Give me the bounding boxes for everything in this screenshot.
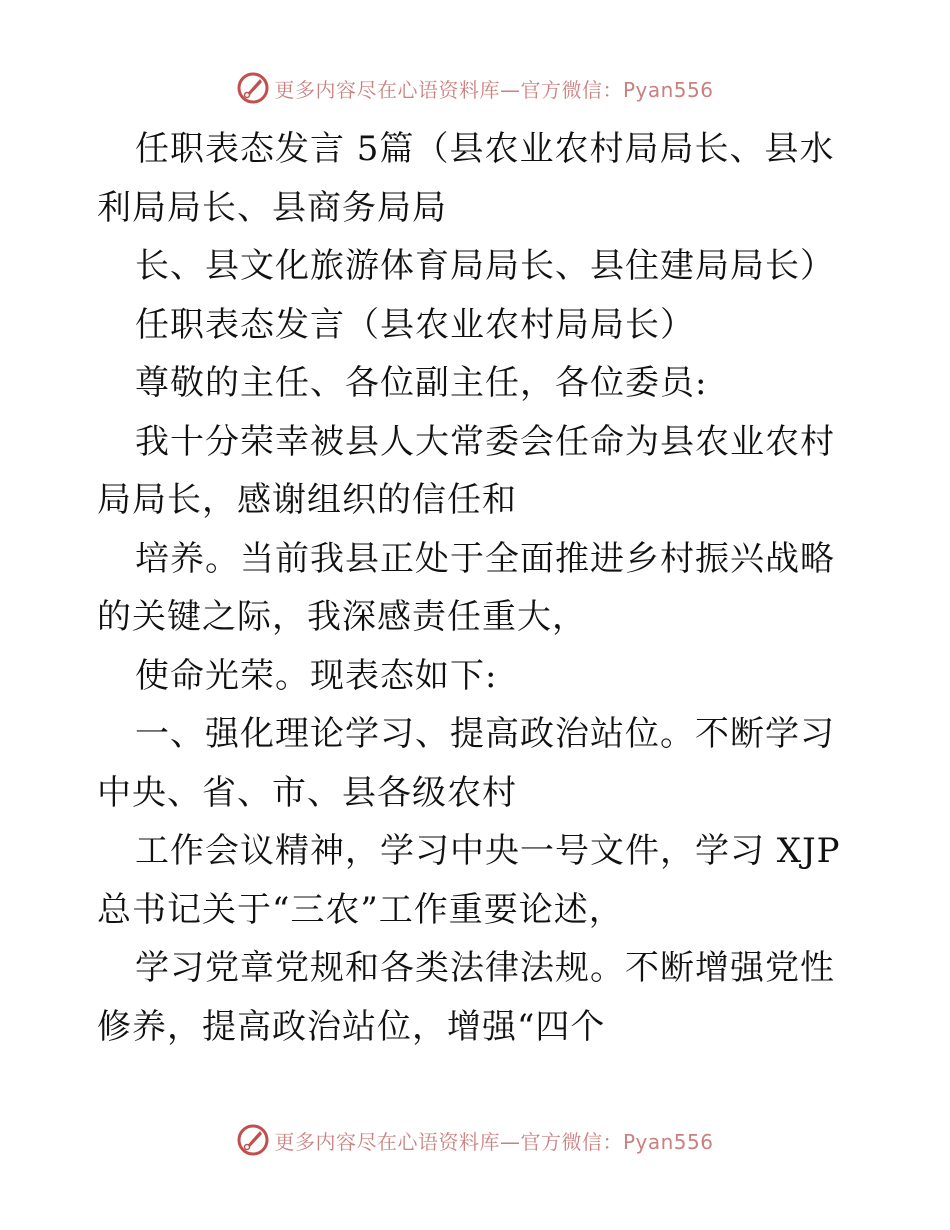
header-watermark [0, 68, 950, 108]
document-body [97, 120, 857, 1056]
paragraph: 我十分荣幸被县人大常委会任命为县农业农村局局长，感谢组织的信任和 [97, 421, 835, 520]
document-title-line-1: 任职表态发言 5篇（县农业农村局局长、县水利局局长、县商务局局 [97, 129, 835, 228]
watermark-text: 更多内容尽在心语资料库—官方微信：Pyan556 [274, 1129, 714, 1154]
paragraph: 使命光荣。现表态如下: [135, 655, 498, 696]
document-title-line-2: 长、县文化旅游体育局局长、县住建局局长） [135, 246, 835, 286]
footer-watermark [0, 1120, 950, 1160]
quill-logo-icon [236, 71, 270, 105]
salutation: 尊敬的主任、各位副主任，各位委员: [135, 363, 708, 403]
paragraph: 培养。当前我县正处于全面推进乡村振兴战略的关键之际，我深感责任重大， [97, 538, 835, 637]
paragraph: 工作会议精神，学习中央一号文件，学习 XJP 总书记关于“三农”工作重要论述， [97, 831, 841, 930]
paragraph: 一、强化理论学习、提高政治站位。不断学习中央、省、市、县各级农村 [97, 714, 835, 813]
section-heading: 任职表态发言（县农业农村局局长） [135, 304, 695, 345]
paragraph: 学习党章党规和各类法律法规。不断增强党性修养，提高政治站位，增强“四个 [97, 948, 835, 1047]
quill-logo-icon [236, 1123, 270, 1157]
watermark-text: 更多内容尽在心语资料库—官方微信：Pyan556 [274, 77, 714, 102]
